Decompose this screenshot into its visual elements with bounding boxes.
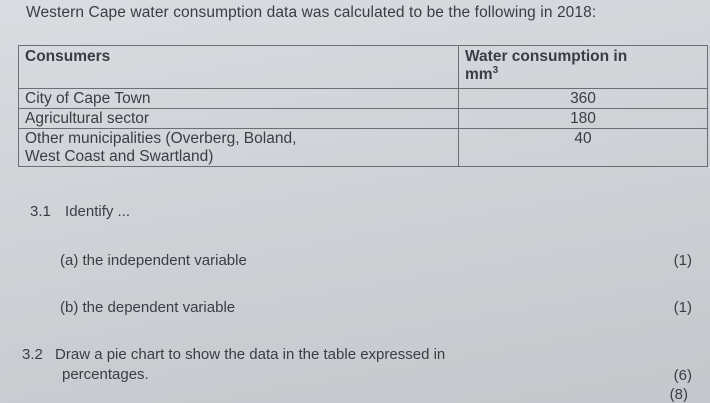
question-number: 3.2 (22, 346, 43, 363)
question-3-1-a: (a) the independent variable (60, 252, 247, 269)
table-row (19, 89, 708, 109)
header-consumers: Consumers (19, 46, 459, 89)
row-value: 180 (459, 109, 708, 129)
total-marks: (8) (669, 386, 688, 403)
consumption-table (18, 45, 708, 167)
question-text: Identify ... (65, 203, 131, 220)
question-3-2-line2: percentages. (62, 366, 149, 383)
header-water-label: Water consumption in (465, 48, 628, 65)
table-header-row (19, 46, 708, 89)
question-3-1 (30, 203, 130, 220)
header-unit: mm (465, 66, 493, 83)
row-consumer-line2: West Coast and Swartland) (25, 148, 214, 165)
intro-text: Western Cape water consumption data was calculated to be the following in 2018: (26, 4, 597, 21)
header-unit-exponent: 3 (492, 64, 499, 76)
question-number: 3.1 (30, 203, 51, 220)
row-consumer-line1: Other municipalities (Overberg, Boland, (25, 130, 297, 147)
row-consumer: City of Cape Town (19, 89, 459, 109)
table-row (19, 109, 708, 129)
question-3-2 (22, 346, 445, 363)
table-row (19, 129, 708, 167)
marks-3-1-a: (1) (673, 252, 692, 269)
row-value: 40 (459, 129, 708, 167)
row-value: 360 (459, 89, 708, 109)
row-consumer: Agricultural sector (19, 109, 459, 129)
header-water-consumption (459, 46, 708, 89)
marks-3-2: (6) (673, 367, 692, 384)
question-3-1-b: (b) the dependent variable (60, 299, 236, 316)
marks-3-1-b: (1) (673, 299, 692, 316)
question-text-line1: Draw a pie chart to show the data in the table expressed in (55, 346, 446, 363)
row-consumer (19, 129, 459, 167)
